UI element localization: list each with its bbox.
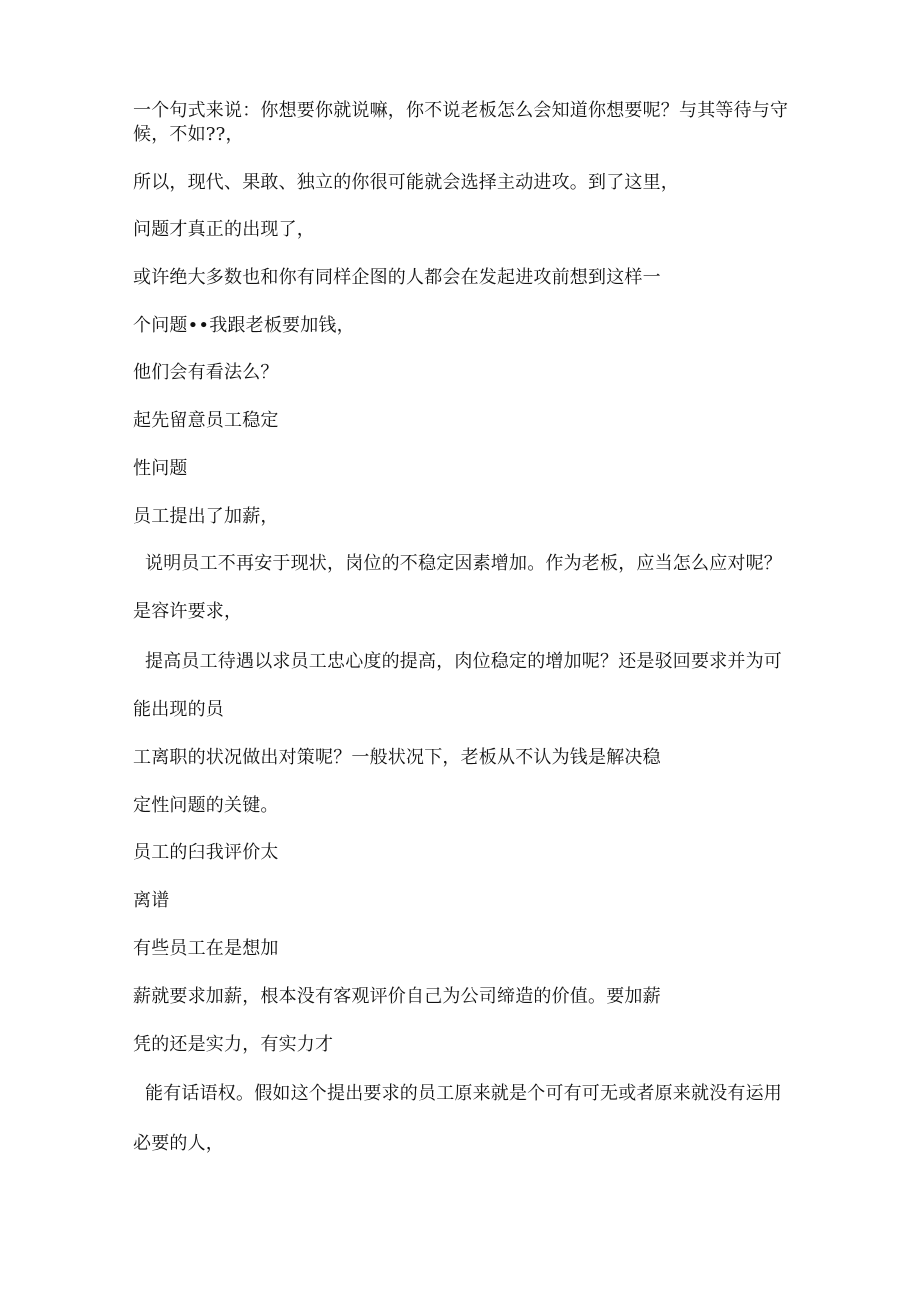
paragraph-20: 凭的还是实力，有实力才 [133, 1034, 334, 1055]
paragraph-21: 能有话语权。假如这个提出要求的员工原来就是个可有可无或者原来就没有运用 [145, 1083, 782, 1104]
paragraph-2: 所以，现代、果敢、独立的你很可能就会选择主动进攻。到了这里， [133, 172, 679, 193]
paragraph-14: 工离职的状况做出对策呢？一般状况下，老板从不认为钱是解决稳 [133, 747, 661, 768]
paragraph-3: 问题才真正的出现了， [133, 219, 315, 240]
paragraph-19: 薪就要求加薪，根本没有客观评价自己为公司缔造的价值。要加薪 [133, 986, 661, 1007]
paragraph-8: 性问题 [133, 458, 188, 479]
paragraph-18: 有些员工在是想加 [133, 938, 279, 959]
paragraph-22: 必要的人， [133, 1133, 224, 1154]
paragraph-7: 起先留意员工稳定 [133, 410, 279, 431]
paragraph-6: 他们会有看法么？ [133, 362, 279, 383]
paragraph-10: 说明员工不再安于现状，岗位的不稳定因素增加。作为老板，应当怎么应对呢？ [145, 553, 782, 574]
paragraph-11: 是容许要求， [133, 601, 243, 622]
paragraph-16: 员工的臼我评价太 [133, 842, 279, 863]
paragraph-15: 定性问题的关键。 [133, 795, 279, 816]
paragraph-5: 个问题••我跟老板要加钱， [133, 315, 355, 336]
paragraph-12: 提高员工待遇以求员工忠心度的提高，肉位稳定的增加呢？还是驳回要求并为可 [145, 651, 782, 672]
paragraph-9: 员工提出了加薪， [133, 506, 279, 527]
paragraph-4: 或许绝大多数也和你有同样企图的人都会在发起进攻前想到这样一 [133, 267, 661, 288]
paragraph-13: 能出现的员 [133, 699, 224, 720]
paragraph-17: 离谱 [133, 890, 170, 911]
paragraph-1: 一个句式来说：你想要你就说嘛，你不说老板怎么会知道你想要呢？与其等待与守候，不如??， [133, 100, 789, 145]
